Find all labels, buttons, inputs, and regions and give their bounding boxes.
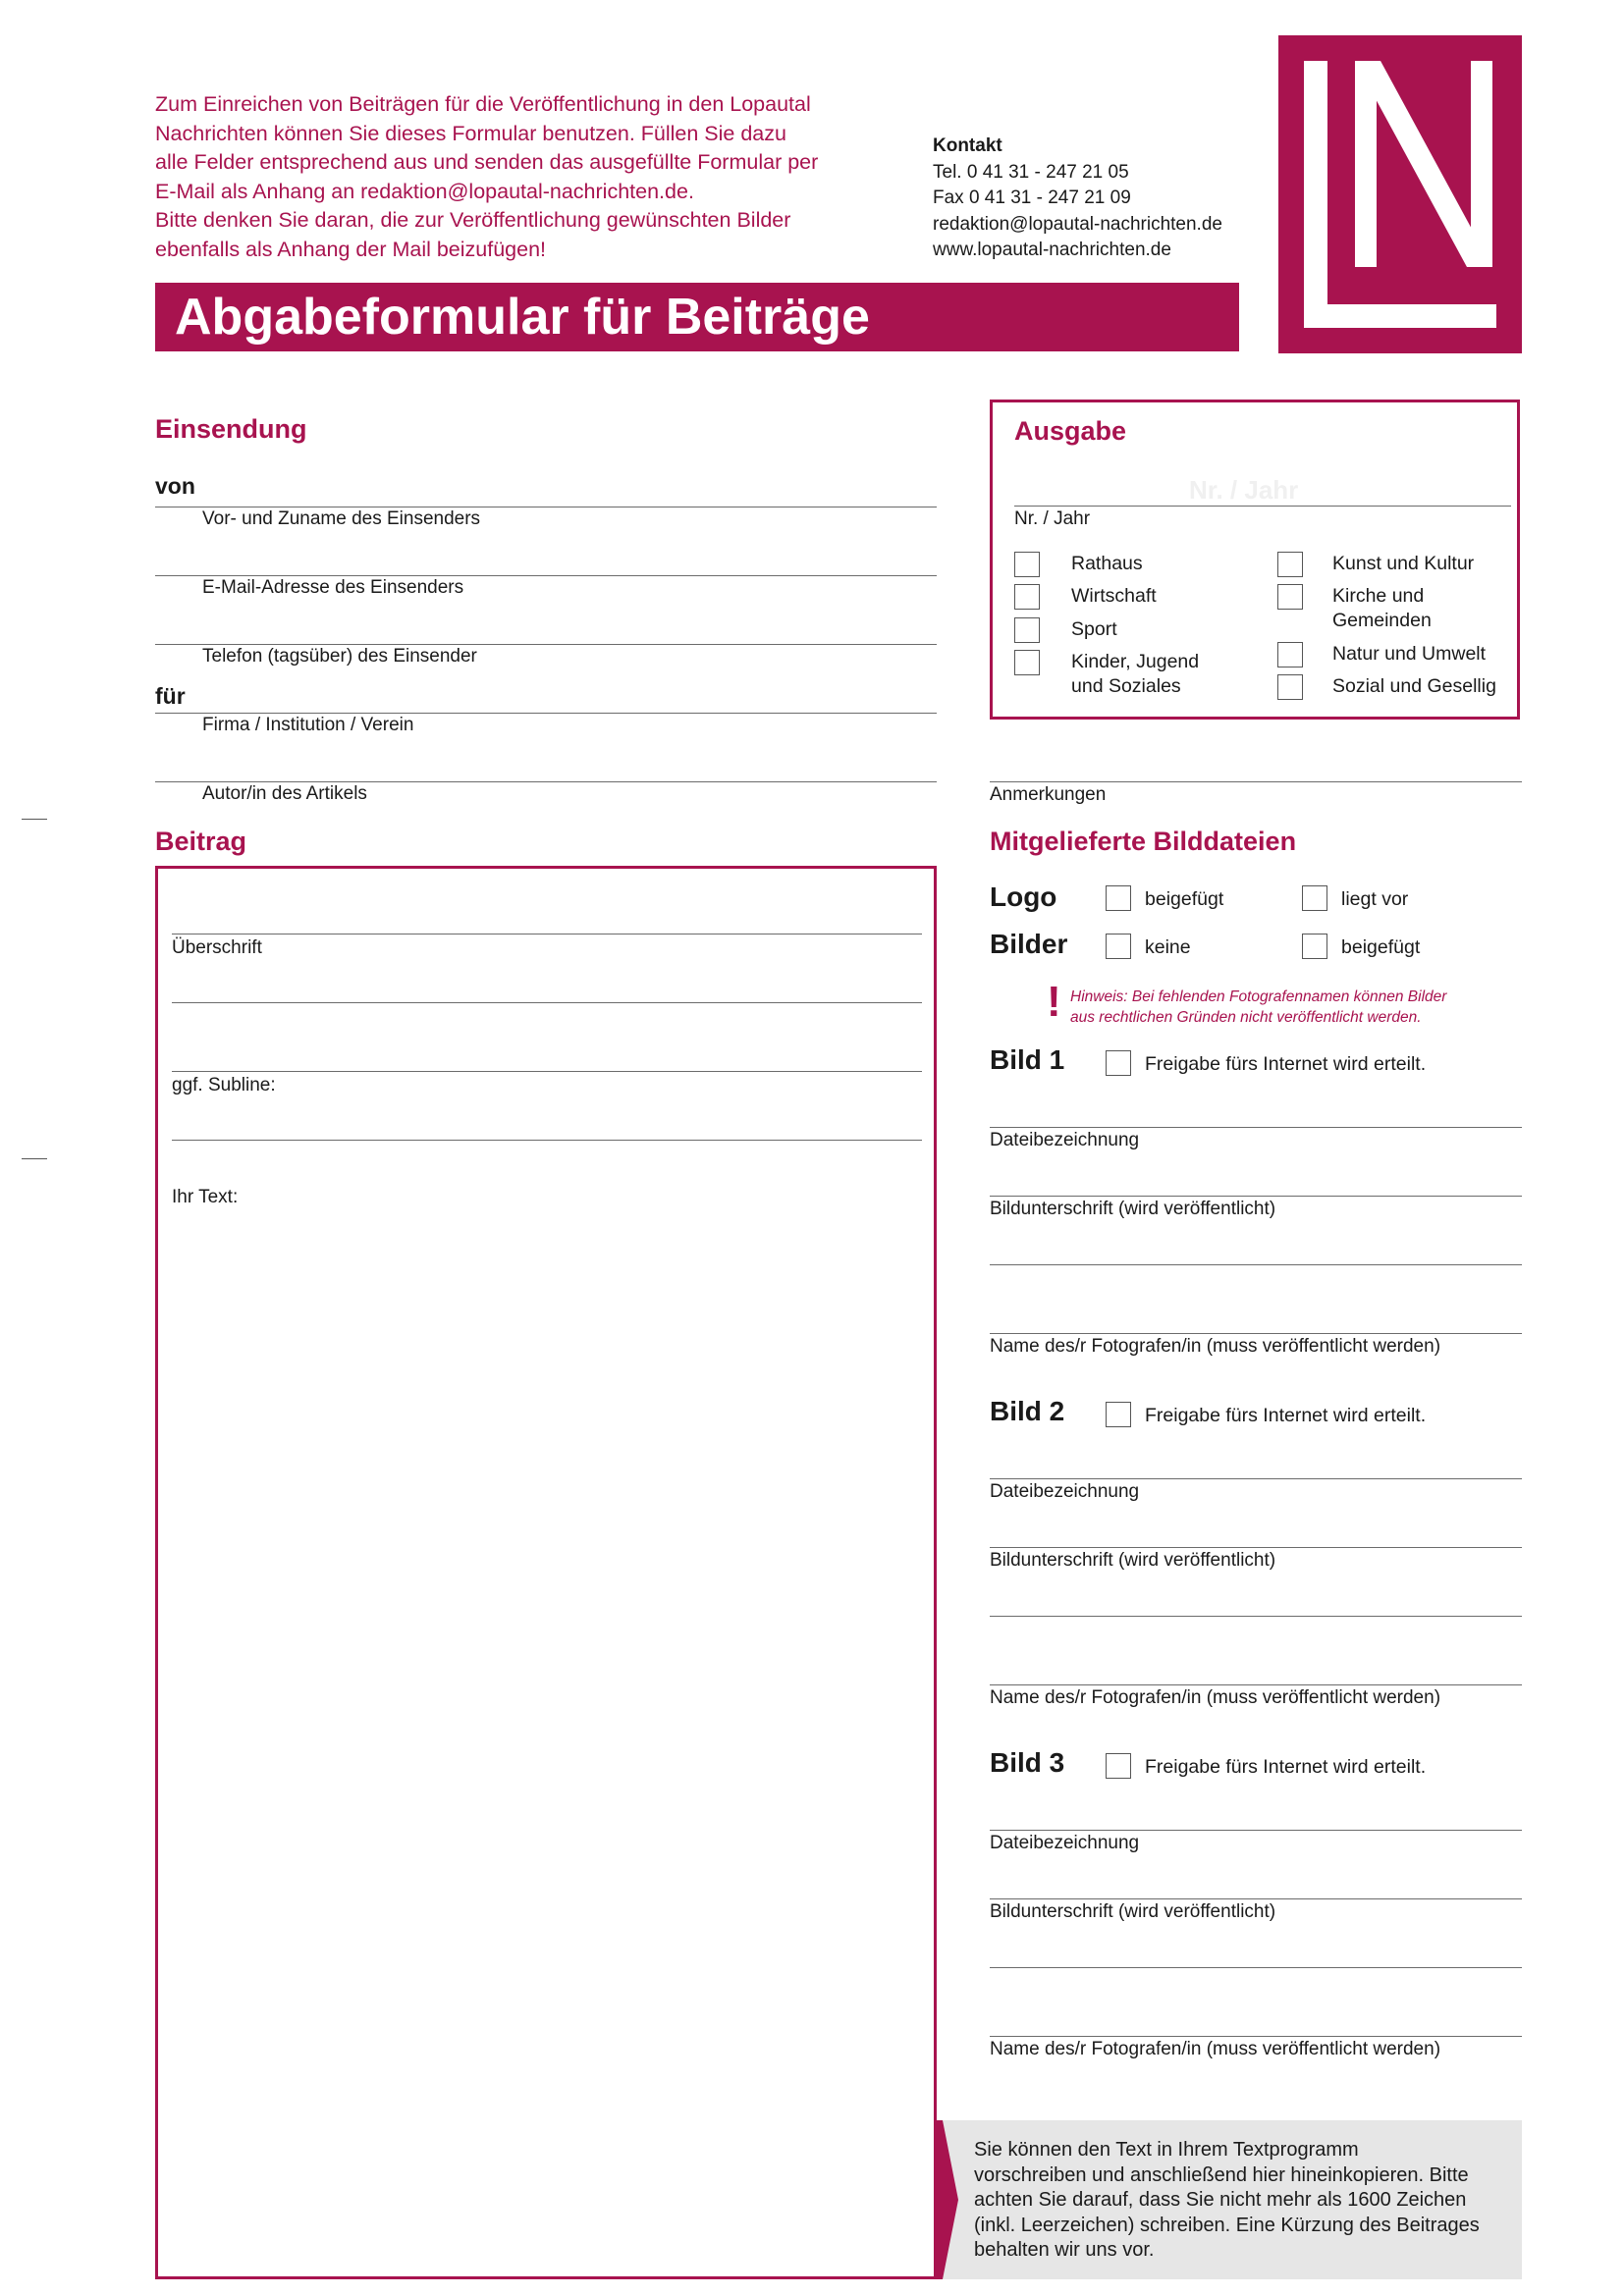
bild3-unterschrift-input-line[interactable]: [990, 1898, 1522, 1899]
hinweis-line: Hinweis: Bei fehlenden Fotografennamen können Bilder: [1070, 988, 1447, 1005]
bild3-unterschrift-label: Bildunterschrift (wird veröffentlicht): [990, 1901, 1276, 1922]
bild2-fotograf-label: Name des/r Fotografen/in (muss veröffentlicht werden): [990, 1687, 1441, 1708]
bild3-label: Bild 3: [990, 1747, 1065, 1778]
bild2-freigabe-label: Freigabe fürs Internet wird erteilt.: [1145, 1405, 1427, 1426]
checkbox-sport[interactable]: [1014, 617, 1040, 643]
label-kinder-jugend: Kinder, Jugend: [1071, 651, 1200, 672]
intro-text: [155, 90, 823, 264]
fuer-label: für: [155, 683, 186, 709]
bild2-datei-input-line[interactable]: [990, 1478, 1522, 1479]
info-box: [935, 2120, 1522, 2279]
label-wirtschaft: Wirtschaft: [1071, 585, 1157, 607]
headline-input-line-2[interactable]: [172, 1002, 922, 1003]
label-kunst-kultur: Kunst und Kultur: [1332, 553, 1475, 574]
title-banner: [155, 283, 1239, 351]
info-line: vorschreiben und anschließend hier hineinkopieren. Bitte: [974, 2163, 1469, 2186]
checkbox-kinder-jugend[interactable]: [1014, 650, 1040, 675]
section-title-einsendung: Einsendung: [155, 414, 307, 444]
subline-input-line-2[interactable]: [172, 1140, 922, 1141]
label-sport: Sport: [1071, 618, 1117, 640]
checkbox-rathaus[interactable]: [1014, 552, 1040, 577]
autor-field-label: Autor/in des Artikels: [202, 783, 367, 804]
bild1-datei-label: Dateibezeichnung: [990, 1130, 1140, 1150]
bild3-unterschrift-input-line-2[interactable]: [990, 1967, 1522, 1968]
issue-placeholder[interactable]: Nr. / Jahr: [1189, 475, 1299, 505]
label-bilder-keine: keine: [1145, 936, 1191, 958]
subline-input-line[interactable]: [172, 1071, 922, 1072]
label-sozial-gesellig: Sozial und Gesellig: [1332, 675, 1496, 697]
contact-email[interactable]: redaktion@lopautal-nachrichten.de: [933, 213, 1222, 235]
info-line: behalten wir uns vor.: [974, 2239, 1155, 2261]
firma-input-line[interactable]: [155, 713, 937, 714]
bild1-label: Bild 1: [990, 1044, 1065, 1075]
checkbox-logo-liegt-vor[interactable]: [1302, 885, 1327, 911]
checkbox-logo-beigefuegt[interactable]: [1106, 885, 1131, 911]
hinweis-line: aus rechtlichen Gründen nicht veröffentlicht werden.: [1070, 1009, 1422, 1026]
bild1-freigabe-label: Freigabe fürs Internet wird erteilt.: [1145, 1053, 1427, 1075]
bild3-fotograf-input-line[interactable]: [990, 2036, 1522, 2037]
checkbox-kirche-gemeinden[interactable]: [1277, 584, 1303, 610]
section-title-beitrag: Beitrag: [155, 827, 247, 856]
label-rathaus: Rathaus: [1071, 553, 1143, 574]
name-field-label: Vor- und Zuname des Einsenders: [202, 508, 481, 529]
checkbox-sozial-gesellig[interactable]: [1277, 674, 1303, 700]
intro-line: ebenfalls als Anhang der Mail beizufügen!: [155, 237, 547, 261]
bild1-fotograf-label: Name des/r Fotografen/in (muss veröffentlicht werden): [990, 1336, 1441, 1357]
bild2-unterschrift-input-line-2[interactable]: [990, 1616, 1522, 1617]
contact-title: Kontakt: [933, 135, 1002, 156]
warning-icon: !: [1047, 978, 1061, 1026]
checkbox-bild2-freigabe[interactable]: [1106, 1402, 1131, 1427]
hinweis-note: [1070, 987, 1492, 1028]
page-title: Abgabeformular für Beiträge: [175, 289, 870, 346]
email-field-label: E-Mail-Adresse des Einsenders: [202, 577, 464, 598]
bild2-fotograf-input-line[interactable]: [990, 1684, 1522, 1685]
bild2-datei-label: Dateibezeichnung: [990, 1481, 1140, 1502]
von-label: von: [155, 473, 195, 499]
intro-line: alle Felder entsprechend aus und senden das ausgefüllte Formular per: [155, 150, 819, 174]
label-bilder-beigefuegt: beigefügt: [1341, 936, 1421, 958]
checkbox-natur-umwelt[interactable]: [1277, 642, 1303, 667]
info-line: achten Sie darauf, dass Sie nicht mehr als 1600 Zeichen: [974, 2189, 1467, 2211]
logo-row-label: Logo: [990, 881, 1057, 912]
checkbox-wirtschaft[interactable]: [1014, 584, 1040, 610]
bild3-freigabe-label: Freigabe fürs Internet wird erteilt.: [1145, 1756, 1427, 1778]
intro-line: Nachrichten können Sie dieses Formular benutzen. Füllen Sie dazu: [155, 121, 786, 145]
bild1-unterschrift-label: Bildunterschrift (wird veröffentlicht): [990, 1199, 1276, 1219]
checkbox-bild3-freigabe[interactable]: [1106, 1753, 1131, 1779]
ausgabe-box: [990, 400, 1520, 720]
headline-label: Überschrift: [172, 937, 262, 958]
intro-line: Zum Einreichen von Beiträgen für die Veröffentlichung in den Lopautal: [155, 92, 811, 116]
info-line: Sie können den Text in Ihrem Textprogramm: [974, 2139, 1359, 2161]
bild1-unterschrift-input-line[interactable]: [990, 1196, 1522, 1197]
email-input-line[interactable]: [155, 575, 937, 576]
info-line: (inkl. Leerzeichen) schreiben. Eine Kürzung des Beitrages: [974, 2214, 1480, 2236]
beitrag-box[interactable]: [155, 866, 937, 2279]
label-logo-liegt-vor: liegt vor: [1341, 888, 1409, 910]
label-und-soziales: und Soziales: [1071, 675, 1181, 697]
anmerkungen-label: Anmerkungen: [990, 784, 1107, 805]
bild1-datei-input-line[interactable]: [990, 1127, 1522, 1128]
fold-mark: [22, 819, 47, 820]
intro-line: Bitte denken Sie daran, die zur Veröffentlichung gewünschten Bilder: [155, 208, 791, 232]
arrow-pointer-icon: [935, 2120, 960, 2279]
anmerkungen-input-line[interactable]: [990, 781, 1522, 782]
phone-input-line[interactable]: [155, 644, 937, 645]
issue-field-label: Nr. / Jahr: [1014, 508, 1091, 529]
label-natur-umwelt: Natur und Umwelt: [1332, 643, 1487, 665]
ln-logo: [1278, 35, 1522, 353]
bilder-row-label: Bilder: [990, 929, 1068, 959]
section-title-bilddateien: Mitgelieferte Bilddateien: [990, 827, 1297, 856]
text-label: Ihr Text:: [172, 1187, 239, 1207]
phone-field-label: Telefon (tagsüber) des Einsender: [202, 646, 477, 667]
bild2-unterschrift-input-line[interactable]: [990, 1547, 1522, 1548]
subline-label: ggf. Subline:: [172, 1075, 276, 1095]
contact-fax: Fax 0 41 31 - 247 21 09: [933, 187, 1131, 208]
issue-input-line[interactable]: [1014, 506, 1511, 507]
contact-block: [933, 133, 1222, 264]
contact-website[interactable]: www.lopautal-nachrichten.de: [933, 240, 1171, 260]
label-logo-beigefuegt: beigefügt: [1145, 888, 1224, 910]
bild3-datei-input-line[interactable]: [990, 1830, 1522, 1831]
bild3-fotograf-label: Name des/r Fotografen/in (muss veröffentlicht werden): [990, 2039, 1441, 2059]
intro-line: E-Mail als Anhang an redaktion@lopautal-nachrichten.de.: [155, 179, 694, 203]
info-text: [974, 2138, 1509, 2264]
fold-mark: [22, 1158, 47, 1159]
label-kirche: Kirche und: [1332, 585, 1425, 607]
firma-field-label: Firma / Institution / Verein: [202, 715, 414, 735]
checkbox-bild1-freigabe[interactable]: [1106, 1050, 1131, 1076]
autor-input-line[interactable]: [155, 781, 937, 782]
bild2-unterschrift-label: Bildunterschrift (wird veröffentlicht): [990, 1550, 1276, 1571]
bild3-datei-label: Dateibezeichnung: [990, 1833, 1140, 1853]
bild1-unterschrift-input-line-2[interactable]: [990, 1264, 1522, 1265]
checkbox-bilder-beigefuegt[interactable]: [1302, 934, 1327, 959]
checkbox-bilder-keine[interactable]: [1106, 934, 1131, 959]
bild1-fotograf-input-line[interactable]: [990, 1333, 1522, 1334]
contact-phone: Tel. 0 41 31 - 247 21 05: [933, 161, 1129, 183]
bild2-label: Bild 2: [990, 1396, 1065, 1426]
section-title-ausgabe: Ausgabe: [1014, 416, 1127, 446]
checkbox-kunst-kultur[interactable]: [1277, 552, 1303, 577]
label-gemeinden: Gemeinden: [1332, 610, 1432, 631]
